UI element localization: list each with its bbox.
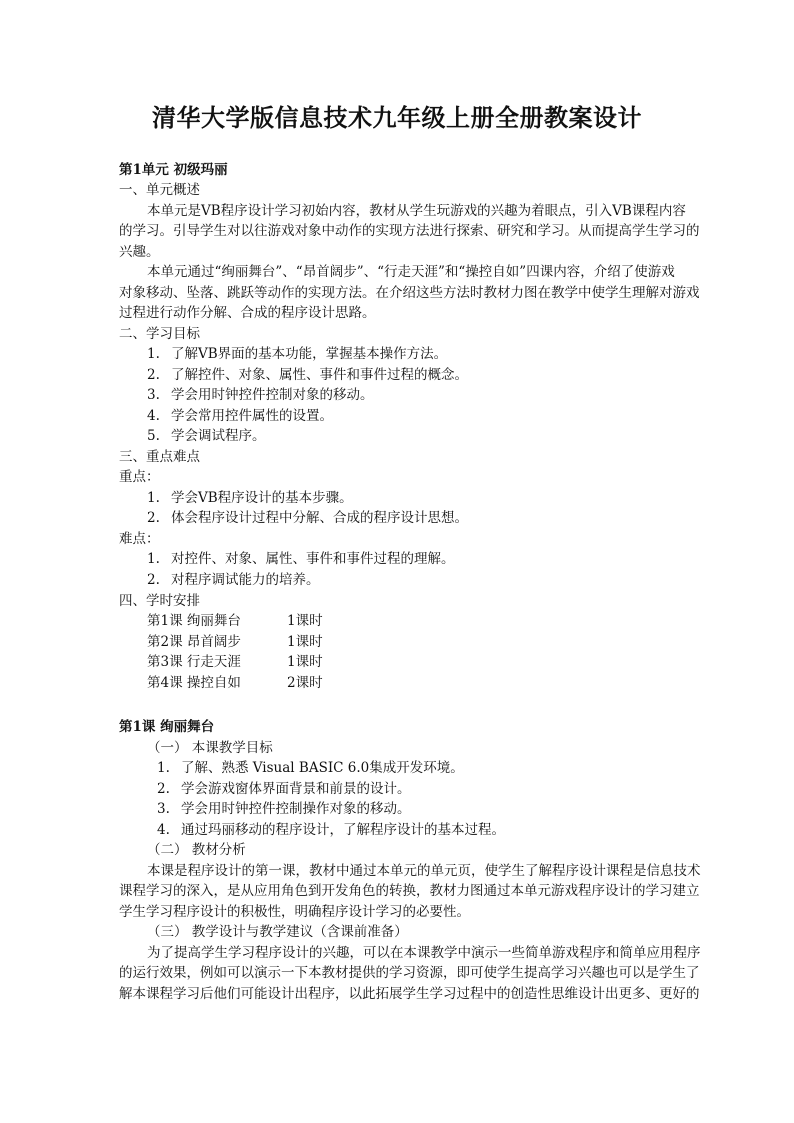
paragraph-line: 为了提高学生学习程序设计的兴趣，可以在本课教学中演示一些简单游戏程序和简单应用程序: [147, 945, 701, 961]
document-title: 清华大学版信息技术九年级上册全册教案设计: [152, 103, 642, 132]
list-item: 2. 了解控件、对象、属性、事件和事件过程的概念。: [147, 367, 468, 383]
list-item: 2. 体会程序设计过程中分解、合成的程序设计思想。: [147, 510, 468, 526]
difficult-label: 难点：: [119, 531, 160, 547]
schedule-row: 第3课 行走天涯 1课时: [147, 654, 323, 670]
list-item: 2. 对程序调试能力的培养。: [147, 572, 320, 588]
key-label: 重点：: [119, 469, 160, 485]
section-heading-schedule: 四、学时安排: [119, 593, 200, 609]
list-item: 1. 对控件、对象、属性、事件和事件过程的理解。: [147, 551, 455, 567]
list-item: 1. 学会VB程序设计的基本步骤。: [147, 490, 353, 506]
schedule-row: 第4课 操控自如 2课时: [147, 675, 323, 691]
list-item: 1. 了解VB界面的基本功能，掌握基本操作方法。: [147, 346, 448, 362]
lesson-heading: 第1课 绚丽舞台: [119, 719, 215, 735]
list-item: 3. 学会用时钟控件控制对象的移动。: [147, 387, 374, 403]
list-item: 5. 学会调试程序。: [147, 428, 266, 444]
paragraph-line: 本单元通过“绚丽舞台”、“昂首阔步”、“行走天涯”和“操控自如”四课内容，介绍了使游戏: [147, 264, 675, 280]
section-heading-goals: 二、学习目标: [119, 326, 200, 342]
paragraph-line: 本课是程序设计的第一课，教材中通过本单元的单元页，使学生了解程序设计课程是信息技术: [147, 863, 701, 879]
subsection-heading: （一） 本课教学目标: [147, 740, 273, 756]
section-heading-overview: 一、单元概述: [119, 182, 200, 198]
paragraph-line: 的学习。引导学生对以往游戏对象中动作的实现方法进行探索、研究和学习。从而提高学生学习的: [119, 223, 700, 239]
list-item: 4. 通过玛丽移动的程序设计，了解程序设计的基本过程。: [157, 822, 505, 838]
paragraph-line: 对象移动、坠落、跳跃等动作的实现方法。在介绍这些方法时教材力图在教学中使学生理解对游戏: [119, 285, 700, 301]
paragraph-line: 过程进行动作分解、合成的程序设计思路。: [119, 305, 376, 321]
schedule-row: 第1课 绚丽舞台 1课时: [147, 613, 323, 629]
paragraph-line: 解本课程学习后他们可能设计出程序，以此拓展学生学习过程中的创造性思维设计出更多、更好的: [119, 986, 700, 1002]
paragraph-line: 学生学习程序设计的积极性，明确程序设计学习的必要性。: [119, 904, 470, 920]
section-heading-key: 三、重点难点: [119, 449, 200, 465]
subsection-heading: （二） 教材分析: [147, 842, 246, 858]
paragraph-line: 兴趣。: [119, 244, 160, 260]
paragraph-line: 本单元是VB程序设计学习初始内容，教材从学生玩游戏的兴趣为着眼点，引入VB课程内容: [147, 203, 686, 219]
subsection-heading: （三） 教学设计与教学建议（含课前准备）: [147, 924, 408, 940]
paragraph-line: 的运行效果，例如可以演示一下本教材提供的学习资源，即可使学生提高学习兴趣也可以是学生了: [119, 965, 700, 981]
paragraph-line: 课程学习的深入，是从应用角色到开发角色的转换，教材力图通过本单元游戏程序设计的学习建立: [119, 883, 700, 899]
list-item: 1. 了解、熟悉 Visual BASIC 6.0集成开发环境。: [157, 760, 464, 776]
schedule-row: 第2课 昂首阔步 1课时: [147, 634, 323, 650]
list-item: 2. 学会游戏窗体界面背景和前景的设计。: [157, 781, 411, 797]
list-item: 3. 学会用时钟控件控制操作对象的移动。: [157, 801, 411, 817]
unit-heading: 第1单元 初级玛丽: [119, 162, 228, 178]
list-item: 4. 学会常用控件属性的设置。: [147, 408, 333, 424]
